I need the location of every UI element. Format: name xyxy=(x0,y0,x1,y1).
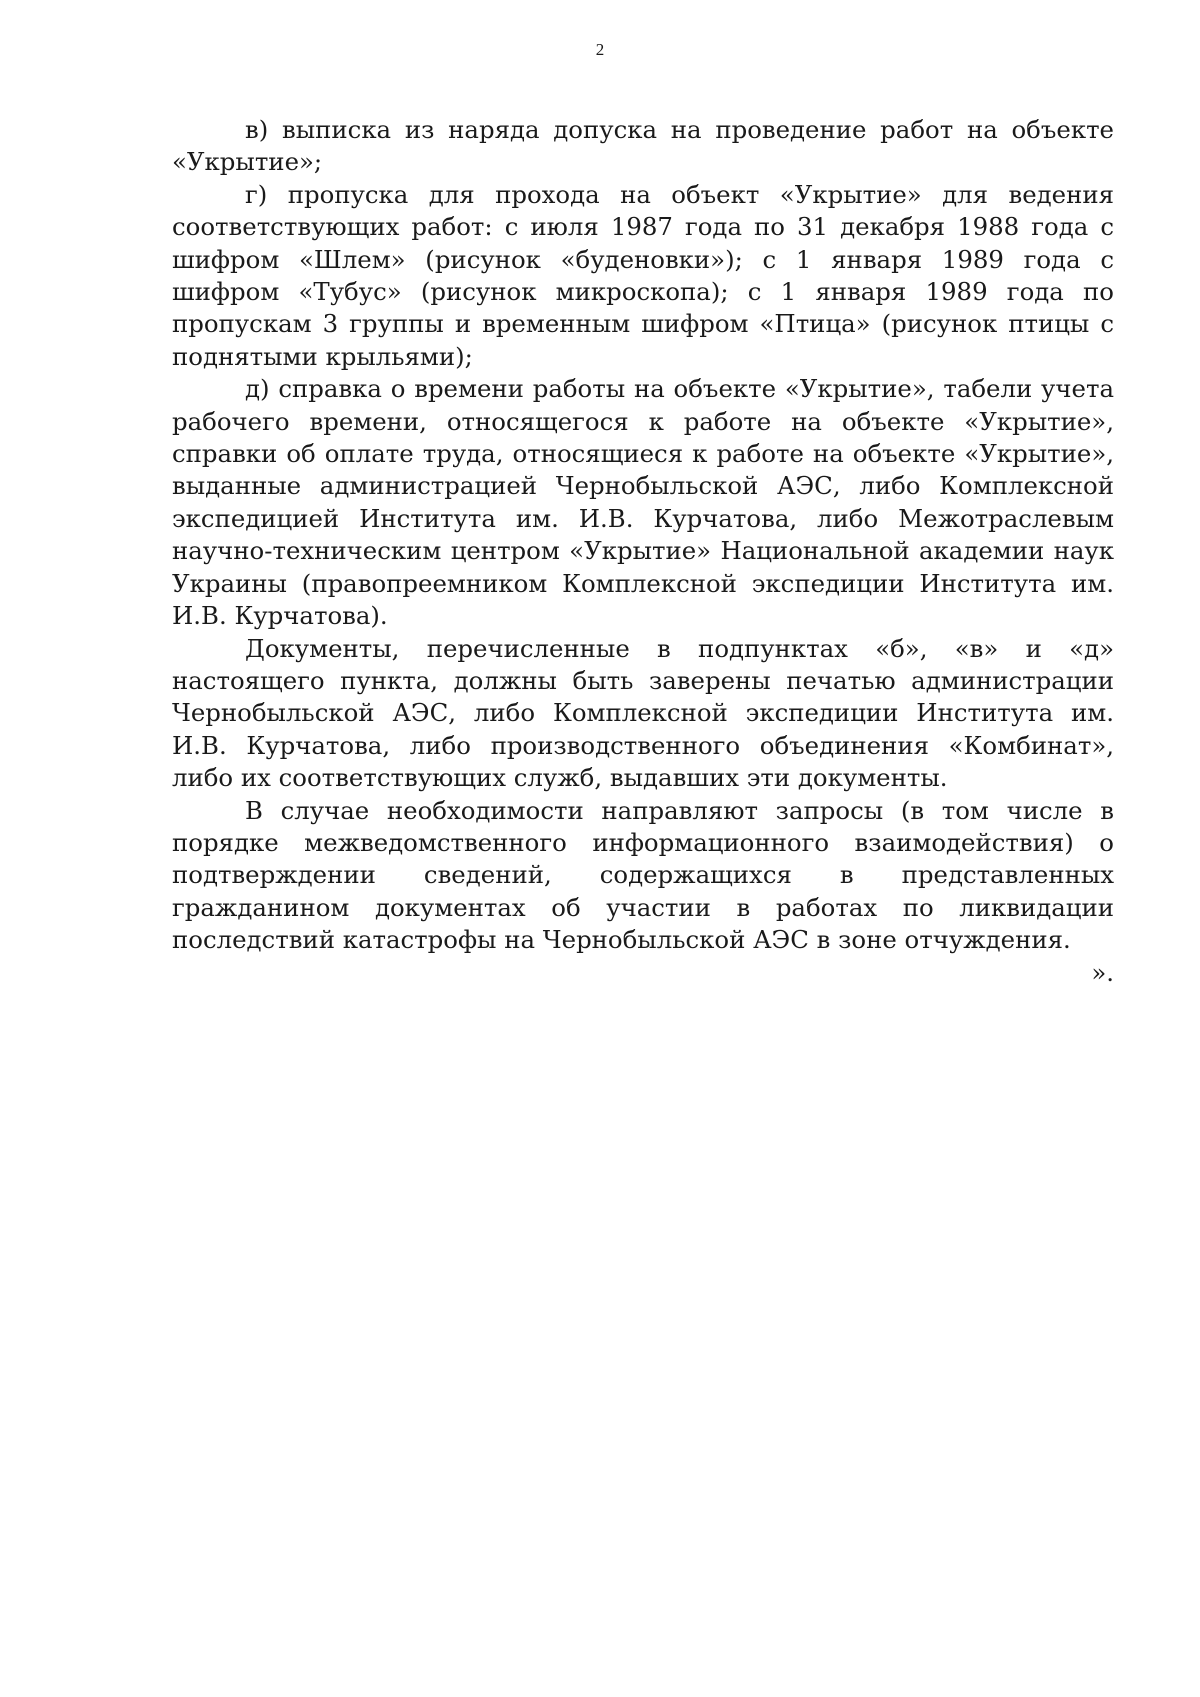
paragraph-requests: В случае необходимости направляют запросы (в том числе в порядке межведомственного информационного взаимодействия) о подтверждении сведений, содержащихся в представленных гражданином документах об участии в работах по ликвидации последствий катастрофы на Чернобыльской АЭС в зоне отчуждения. xyxy=(172,795,1114,955)
closing-quote-mark: ». xyxy=(1091,957,1114,987)
paragraph-certification: Документы, перечисленные в подпунктах «б», «в» и «д» настоящего пункта, должны быть заверены печатью администрации Чернобыльской АЭС, либо Комплексной экспедиции Института им. И.В. Курчатова, либо производственного объединения «Комбинат», либо их соответствующих служб, выдавших эти документы. xyxy=(172,633,1114,793)
paragraph-item-d: д) справка о времени работы на объекте «Укрытие», табели учета рабочего времени, относящегося к работе на объекте «Укрытие», справки об оплате труда, относящиеся к работе на объекте «Укрытие», выданные администрацией Чернобыльской АЭС, либо Комплексной экспедицией Института им. И.В. Курчатова, либо Межотраслевым научно-техническим центром «Укрытие» Национальной академии наук Украины (правопреемником Комплексной экспедиции Института им. И.В. Курчатова). xyxy=(172,374,1114,631)
page-number: 2 xyxy=(595,40,605,59)
document-body xyxy=(172,114,1114,989)
paragraph-item-g: г) пропуска для прохода на объект «Укрытие» для ведения соответствующих работ: с июля 1987 года по 31 декабря 1988 года с шифром «Шлем» (рисунок «буденовки»); с 1 января 1989 года с шифром «Тубус» (рисунок микроскопа); с 1 января 1989 года по пропускам 3 группы и временным шифром «Птица» (рисунок птицы с поднятыми крыльями); xyxy=(172,179,1114,371)
paragraph-item-v: в) выписка из наряда допуска на проведение работ на объекте «Укрытие»; xyxy=(172,115,1114,177)
